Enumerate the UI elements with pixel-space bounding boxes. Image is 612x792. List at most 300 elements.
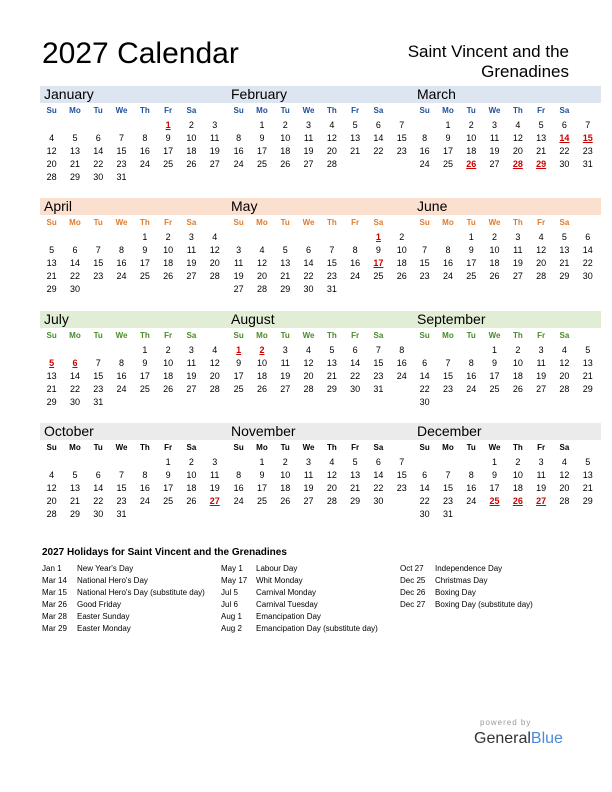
- day-cell: 12: [536, 245, 547, 255]
- weekday-label: Su: [46, 218, 57, 227]
- holiday-item: [221, 611, 399, 623]
- day-cell: 19: [512, 258, 523, 268]
- day-cell: 26: [512, 384, 523, 394]
- weekday-row: [40, 440, 228, 456]
- month-header: [413, 198, 601, 215]
- weekday-label: Th: [326, 106, 337, 115]
- day-cell: 16: [233, 483, 244, 493]
- day-cell: 9: [259, 133, 265, 143]
- day-cell: 24: [116, 384, 127, 394]
- day-cell: 30: [419, 509, 430, 519]
- day-cell: 22: [582, 258, 593, 268]
- empty-cell: [436, 344, 459, 357]
- month-header: [227, 198, 415, 215]
- day-cell: 6: [72, 245, 78, 255]
- weekday-label: Su: [419, 443, 430, 452]
- day-cell: 25: [256, 496, 267, 506]
- day-cell: 19: [536, 371, 547, 381]
- weekday-label: Su: [419, 218, 430, 227]
- day-cell: 9: [259, 470, 265, 480]
- day-grid: [413, 231, 601, 283]
- empty-cell: [460, 344, 483, 357]
- day-cell: 29: [559, 271, 570, 281]
- empty-cell: [110, 119, 133, 132]
- day-cell: 25: [373, 271, 384, 281]
- weekday-label: Th: [139, 331, 150, 340]
- weekday-label: Fr: [537, 331, 546, 340]
- day-cell: 22: [93, 159, 104, 169]
- day-cell: 15: [396, 470, 407, 480]
- day-cell: 27: [536, 384, 547, 394]
- weekday-label: Su: [46, 331, 57, 340]
- day-cell: 24: [233, 496, 244, 506]
- day-cell: 21: [326, 371, 337, 381]
- day-cell: 3: [282, 345, 288, 355]
- day-cell: 26: [280, 496, 291, 506]
- day-cell: 9: [468, 245, 474, 255]
- day-grid: [413, 456, 601, 521]
- brand-general: General: [474, 730, 531, 747]
- day-cell: 7: [399, 120, 405, 130]
- day-cell: 16: [139, 483, 150, 493]
- empty-cell: [413, 119, 436, 132]
- day-cell: 2: [399, 232, 405, 242]
- brand-logo: [474, 730, 563, 748]
- empty-cell: [274, 231, 297, 244]
- month-name: January: [44, 86, 94, 102]
- day-cell: 11: [513, 245, 523, 255]
- day-cell: 2: [515, 457, 521, 467]
- day-cell: 4: [49, 133, 55, 143]
- weekday-label: We: [115, 331, 128, 340]
- holiday-day-cell: 15: [582, 133, 593, 143]
- day-cell: 11: [303, 133, 314, 143]
- holiday-column: [221, 563, 399, 635]
- day-cell: 21: [350, 483, 361, 493]
- month-header: [40, 311, 228, 328]
- day-cell: 26: [186, 159, 197, 169]
- holiday-day-cell: 27: [536, 496, 547, 506]
- weekday-row: [40, 328, 228, 344]
- day-cell: 11: [536, 470, 546, 480]
- weekday-label: Sa: [559, 106, 570, 115]
- day-cell: 16: [396, 358, 407, 368]
- empty-cell: [40, 119, 63, 132]
- day-cell: 7: [445, 358, 451, 368]
- weekday-row: [227, 440, 415, 456]
- weekday-label: Su: [46, 106, 57, 115]
- day-cell: 1: [165, 457, 171, 467]
- day-cell: 20: [326, 483, 337, 493]
- weekday-label: Sa: [373, 106, 384, 115]
- holiday-date: Mar 28: [42, 612, 67, 621]
- day-cell: 14: [373, 470, 384, 480]
- day-cell: 4: [329, 120, 335, 130]
- day-cell: 16: [116, 258, 127, 268]
- weekday-label: Mo: [256, 443, 268, 452]
- day-cell: 5: [72, 470, 78, 480]
- weekday-label: Tu: [93, 331, 103, 340]
- day-cell: 5: [282, 245, 288, 255]
- empty-cell: [250, 231, 273, 244]
- day-cell: 16: [419, 146, 430, 156]
- day-cell: 31: [116, 509, 127, 519]
- day-cell: 10: [280, 470, 291, 480]
- weekday-label: We: [302, 443, 315, 452]
- day-cell: 13: [350, 470, 361, 480]
- day-cell: 22: [350, 371, 361, 381]
- empty-cell: [343, 231, 366, 244]
- weekday-label: Sa: [186, 443, 197, 452]
- holidays-title: 2027 Holidays for Saint Vincent and the Grenadines: [42, 547, 287, 558]
- day-cell: 10: [466, 133, 477, 143]
- day-cell: 10: [163, 245, 174, 255]
- day-cell: 5: [329, 345, 335, 355]
- holiday-name: Easter Sunday: [77, 612, 130, 621]
- day-cell: 6: [375, 120, 381, 130]
- day-cell: 2: [165, 345, 171, 355]
- day-cell: 4: [212, 232, 218, 242]
- weekday-label: Mo: [256, 331, 268, 340]
- holiday-name: Boxing Day (substitute day): [435, 600, 533, 609]
- day-grid: [40, 231, 228, 296]
- day-cell: 1: [142, 345, 148, 355]
- weekday-label: Sa: [559, 443, 570, 452]
- day-cell: 23: [373, 371, 384, 381]
- day-cell: 24: [442, 271, 453, 281]
- day-cell: 15: [116, 483, 127, 493]
- day-cell: 6: [422, 358, 428, 368]
- day-cell: 31: [326, 284, 337, 294]
- weekday-label: Tu: [93, 218, 103, 227]
- weekday-label: Mo: [69, 443, 81, 452]
- empty-cell: [227, 231, 250, 244]
- day-grid: [40, 119, 228, 184]
- weekday-label: Mo: [442, 331, 454, 340]
- day-cell: 3: [306, 457, 312, 467]
- day-cell: 23: [396, 483, 407, 493]
- weekday-label: Sa: [559, 331, 570, 340]
- weekday-label: Mo: [69, 106, 81, 115]
- day-cell: 13: [69, 146, 80, 156]
- month-july: [40, 311, 228, 409]
- day-cell: 13: [559, 245, 570, 255]
- weekday-label: Su: [233, 443, 244, 452]
- day-cell: 20: [536, 258, 547, 268]
- day-cell: 3: [188, 345, 194, 355]
- day-cell: 8: [236, 133, 242, 143]
- holiday-name: Emancipation Day: [256, 612, 321, 621]
- month-header: [413, 86, 601, 103]
- day-cell: 13: [326, 358, 337, 368]
- holiday-date: Dec 25: [400, 576, 426, 585]
- day-cell: 23: [93, 271, 104, 281]
- day-cell: 6: [585, 232, 591, 242]
- weekday-label: Tu: [280, 443, 290, 452]
- holiday-day-cell: 5: [49, 358, 55, 368]
- day-cell: 16: [233, 146, 244, 156]
- day-cell: 25: [139, 384, 150, 394]
- day-cell: 8: [468, 358, 474, 368]
- day-cell: 28: [209, 384, 220, 394]
- day-cell: 19: [186, 258, 197, 268]
- weekday-label: Mo: [69, 218, 81, 227]
- weekday-label: Th: [326, 218, 337, 227]
- day-cell: 12: [46, 146, 57, 156]
- day-cell: 22: [93, 496, 104, 506]
- day-cell: 12: [559, 470, 570, 480]
- holiday-day-cell: 26: [512, 496, 523, 506]
- day-cell: 11: [489, 133, 500, 143]
- empty-cell: [87, 231, 110, 244]
- day-cell: 3: [212, 120, 218, 130]
- day-cell: 4: [259, 245, 265, 255]
- holiday-day-cell: 17: [373, 258, 384, 268]
- day-cell: 27: [186, 384, 197, 394]
- holiday-day-cell: 14: [559, 133, 570, 143]
- day-cell: 2: [468, 120, 474, 130]
- weekday-label: Su: [233, 106, 244, 115]
- day-cell: 25: [139, 271, 150, 281]
- day-cell: 14: [69, 371, 80, 381]
- day-cell: 17: [442, 146, 453, 156]
- holiday-item: [42, 587, 220, 599]
- day-cell: 15: [373, 358, 384, 368]
- day-cell: 30: [350, 384, 361, 394]
- weekday-label: Sa: [373, 218, 384, 227]
- empty-cell: [87, 344, 110, 357]
- day-cell: 4: [329, 457, 335, 467]
- weekday-label: We: [302, 218, 315, 227]
- empty-cell: [227, 456, 250, 469]
- weekday-label: Mo: [256, 106, 268, 115]
- day-cell: 8: [422, 133, 428, 143]
- day-cell: 13: [582, 470, 593, 480]
- holiday-name: National Hero's Day: [77, 576, 148, 585]
- day-cell: 10: [280, 133, 291, 143]
- day-cell: 12: [303, 358, 314, 368]
- holiday-name: Emancipation Day (substitute day): [256, 624, 378, 633]
- day-cell: 12: [326, 470, 337, 480]
- day-cell: 4: [212, 345, 218, 355]
- powered-by: powered by: [480, 718, 532, 727]
- day-cell: 14: [303, 258, 314, 268]
- day-cell: 17: [466, 258, 477, 268]
- holiday-item: [221, 575, 399, 587]
- day-cell: 29: [582, 496, 593, 506]
- weekday-label: Tu: [280, 218, 290, 227]
- day-cell: 31: [442, 509, 453, 519]
- empty-cell: [110, 344, 133, 357]
- day-cell: 4: [49, 470, 55, 480]
- day-cell: 18: [256, 371, 267, 381]
- country-name: Saint Vincent and the Grenadines: [407, 42, 569, 81]
- day-cell: 9: [142, 245, 148, 255]
- day-cell: 22: [419, 496, 430, 506]
- empty-cell: [40, 231, 63, 244]
- day-cell: 6: [375, 457, 381, 467]
- day-grid: [227, 119, 415, 171]
- weekday-label: Su: [233, 218, 244, 227]
- day-cell: 12: [326, 133, 337, 143]
- day-cell: 17: [489, 371, 500, 381]
- month-name: August: [231, 311, 275, 327]
- day-cell: 29: [350, 496, 361, 506]
- day-cell: 9: [375, 245, 381, 255]
- day-cell: 2: [492, 232, 498, 242]
- day-cell: 3: [306, 120, 312, 130]
- day-cell: 9: [492, 358, 498, 368]
- holiday-column: [400, 563, 578, 611]
- day-cell: 19: [536, 483, 547, 493]
- empty-cell: [413, 456, 436, 469]
- weekday-label: Tu: [466, 331, 476, 340]
- day-cell: 17: [256, 483, 267, 493]
- holiday-name: New Year's Day: [77, 564, 134, 573]
- empty-cell: [40, 456, 63, 469]
- day-cell: 25: [163, 159, 174, 169]
- month-name: April: [44, 198, 73, 214]
- weekday-label: Mo: [442, 106, 454, 115]
- day-cell: 28: [303, 384, 314, 394]
- day-cell: 16: [442, 258, 453, 268]
- day-cell: 4: [561, 345, 567, 355]
- weekday-label: Th: [512, 331, 523, 340]
- weekday-label: Fr: [537, 218, 546, 227]
- day-grid: [40, 344, 228, 409]
- day-cell: 24: [116, 271, 127, 281]
- day-cell: 4: [561, 457, 567, 467]
- weekday-label: Fr: [164, 331, 173, 340]
- day-cell: 13: [69, 483, 80, 493]
- weekday-label: Sa: [186, 106, 197, 115]
- weekday-label: Su: [46, 443, 57, 452]
- day-cell: 27: [233, 284, 244, 294]
- day-cell: 23: [582, 146, 593, 156]
- day-cell: 8: [142, 470, 148, 480]
- weekday-label: We: [302, 331, 315, 340]
- weekday-label: Tu: [93, 106, 103, 115]
- month-april: [40, 198, 228, 296]
- day-cell: 8: [236, 470, 242, 480]
- day-cell: 28: [46, 172, 57, 182]
- day-cell: 8: [468, 470, 474, 480]
- day-cell: 1: [259, 457, 265, 467]
- holiday-date: Dec 27: [400, 600, 426, 609]
- day-cell: 7: [585, 120, 591, 130]
- day-cell: 30: [303, 284, 314, 294]
- day-cell: 11: [280, 358, 290, 368]
- month-header: [227, 423, 415, 440]
- day-cell: 28: [326, 159, 337, 169]
- day-cell: 26: [489, 271, 500, 281]
- weekday-row: [227, 103, 415, 119]
- day-cell: 12: [559, 358, 570, 368]
- month-september: [413, 311, 601, 409]
- day-cell: 13: [350, 133, 361, 143]
- month-name: September: [417, 311, 486, 327]
- day-cell: 12: [512, 133, 523, 143]
- weekday-label: Tu: [466, 106, 476, 115]
- weekday-label: We: [115, 218, 128, 227]
- empty-cell: [320, 231, 343, 244]
- day-cell: 20: [46, 496, 57, 506]
- brand-blue: Blue: [530, 730, 563, 747]
- day-cell: 12: [256, 258, 267, 268]
- weekday-label: Su: [419, 106, 430, 115]
- day-cell: 14: [69, 258, 80, 268]
- day-cell: 25: [489, 384, 500, 394]
- weekday-label: Sa: [373, 331, 384, 340]
- day-cell: 17: [163, 483, 174, 493]
- day-cell: 5: [585, 457, 591, 467]
- day-cell: 26: [163, 271, 174, 281]
- month-name: December: [417, 423, 482, 439]
- day-cell: 31: [582, 159, 593, 169]
- day-cell: 7: [422, 245, 428, 255]
- holiday-date: Mar 26: [42, 600, 67, 609]
- day-cell: 6: [95, 470, 101, 480]
- day-cell: 6: [561, 120, 567, 130]
- day-cell: 2: [282, 120, 288, 130]
- day-cell: 21: [280, 271, 291, 281]
- empty-cell: [460, 456, 483, 469]
- day-cell: 19: [233, 271, 244, 281]
- holiday-date: May 1: [221, 564, 243, 573]
- day-cell: 11: [233, 258, 244, 268]
- weekday-label: We: [488, 331, 501, 340]
- day-cell: 18: [163, 258, 174, 268]
- holiday-day-cell: 2: [259, 345, 265, 355]
- empty-cell: [436, 456, 459, 469]
- day-cell: 26: [256, 384, 267, 394]
- empty-cell: [110, 456, 133, 469]
- day-cell: 15: [116, 146, 127, 156]
- weekday-label: Fr: [164, 443, 173, 452]
- day-cell: 20: [46, 159, 57, 169]
- weekday-label: Th: [326, 443, 337, 452]
- day-cell: 6: [306, 245, 312, 255]
- day-cell: 24: [466, 496, 477, 506]
- day-cell: 22: [419, 384, 430, 394]
- day-cell: 22: [69, 271, 80, 281]
- day-cell: 20: [256, 271, 267, 281]
- weekday-label: Fr: [351, 218, 360, 227]
- day-cell: 16: [466, 371, 477, 381]
- holiday-item: [221, 599, 399, 611]
- day-cell: 14: [350, 358, 361, 368]
- page-title: 2027 Calendar: [42, 37, 239, 70]
- holiday-item: [42, 563, 220, 575]
- day-cell: 23: [442, 496, 453, 506]
- holiday-name: Carnival Monday: [256, 588, 317, 597]
- day-cell: 22: [373, 146, 384, 156]
- empty-cell: [413, 231, 436, 244]
- holiday-item: [42, 611, 220, 623]
- day-cell: 20: [209, 258, 220, 268]
- weekday-label: Fr: [351, 331, 360, 340]
- day-cell: 19: [280, 371, 291, 381]
- day-cell: 21: [46, 384, 57, 394]
- holiday-name: Independence Day: [435, 564, 503, 573]
- holiday-date: Jan 1: [42, 564, 62, 573]
- day-cell: 26: [186, 496, 197, 506]
- day-cell: 10: [489, 245, 500, 255]
- day-cell: 28: [46, 509, 57, 519]
- day-cell: 18: [186, 483, 197, 493]
- day-grid: [227, 456, 415, 508]
- day-cell: 30: [69, 284, 80, 294]
